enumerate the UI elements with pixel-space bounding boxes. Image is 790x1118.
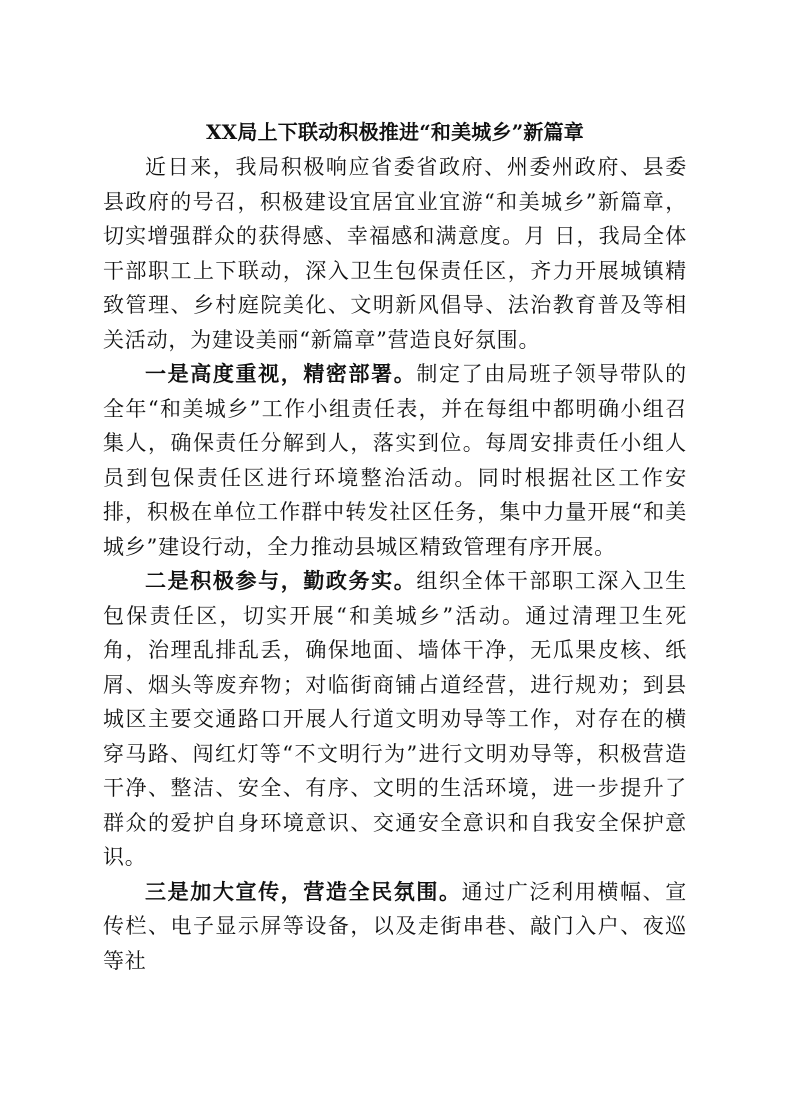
section-paragraph-3: [103, 875, 687, 979]
section-heading-3: 三是加大宣传，营造全民氛围。: [145, 878, 462, 904]
section-paragraph-2: [103, 564, 687, 875]
document-body: [103, 114, 687, 978]
section-text-3: 通过广泛利用横幅、宣传栏、电子显示屏等设备，以及走街串巷、敲门入户、夜巡等社: [103, 879, 687, 973]
intro-paragraph: 近日来，我局积极响应省委省政府、州委州政府、县委县政府的号召，积极建设宜居宜业宜游“和美城乡”新篇章，切实增强群众的获得感、幸福感和满意度。月 日，我局全体干部职工上下联动，深入卫生包保责任区，齐力开展城镇精致管理、乡村庭院美化、文明新风倡导、法治教育普及等相关活动，为建设美丽“新篇章”营造良好氛围。: [103, 155, 687, 352]
section-text-2: 组织全体干部职工深入卫生包保责任区，切实开展“和美城乡”活动。通过清理卫生死角，治理乱排乱丢，确保地面、墙体干净，无瓜果皮核、纸屑、烟头等废弃物；对临街商铺占道经营，进行规劝；到县城区主要交通路口开展人行道文明劝导等工作，对存在的横穿马路、闯红灯等“不文明行为”进行文明劝导等，积极营造干净、整洁、安全、有序、文明的生活环境，进一步提升了群众的爱护自身环境意识、交通安全意识和自我安全保护意识。: [103, 569, 687, 869]
section-heading-2: 二是积极参与，勤政务实。: [145, 568, 417, 593]
section-heading-1: 一是高度重视，精密部署。: [145, 361, 417, 386]
section-paragraph-1: [103, 357, 687, 564]
document-title: XX局上下联动积极推进“和美城乡”新篇章: [205, 120, 585, 144]
section-text-1: 制定了由局班子领导带队的全年“和美城乡”工作小组责任表，并在每组中都明确小组召集人，确保责任分解到人，落实到位。每周安排责任小组人员到包保责任区进行环境整治活动。同时根据社区工作安排，积极在单位工作群中转发社区任务，集中力量开展“和美城乡”建设行动，全力推动县城区精致管理有序开展。: [103, 362, 687, 559]
